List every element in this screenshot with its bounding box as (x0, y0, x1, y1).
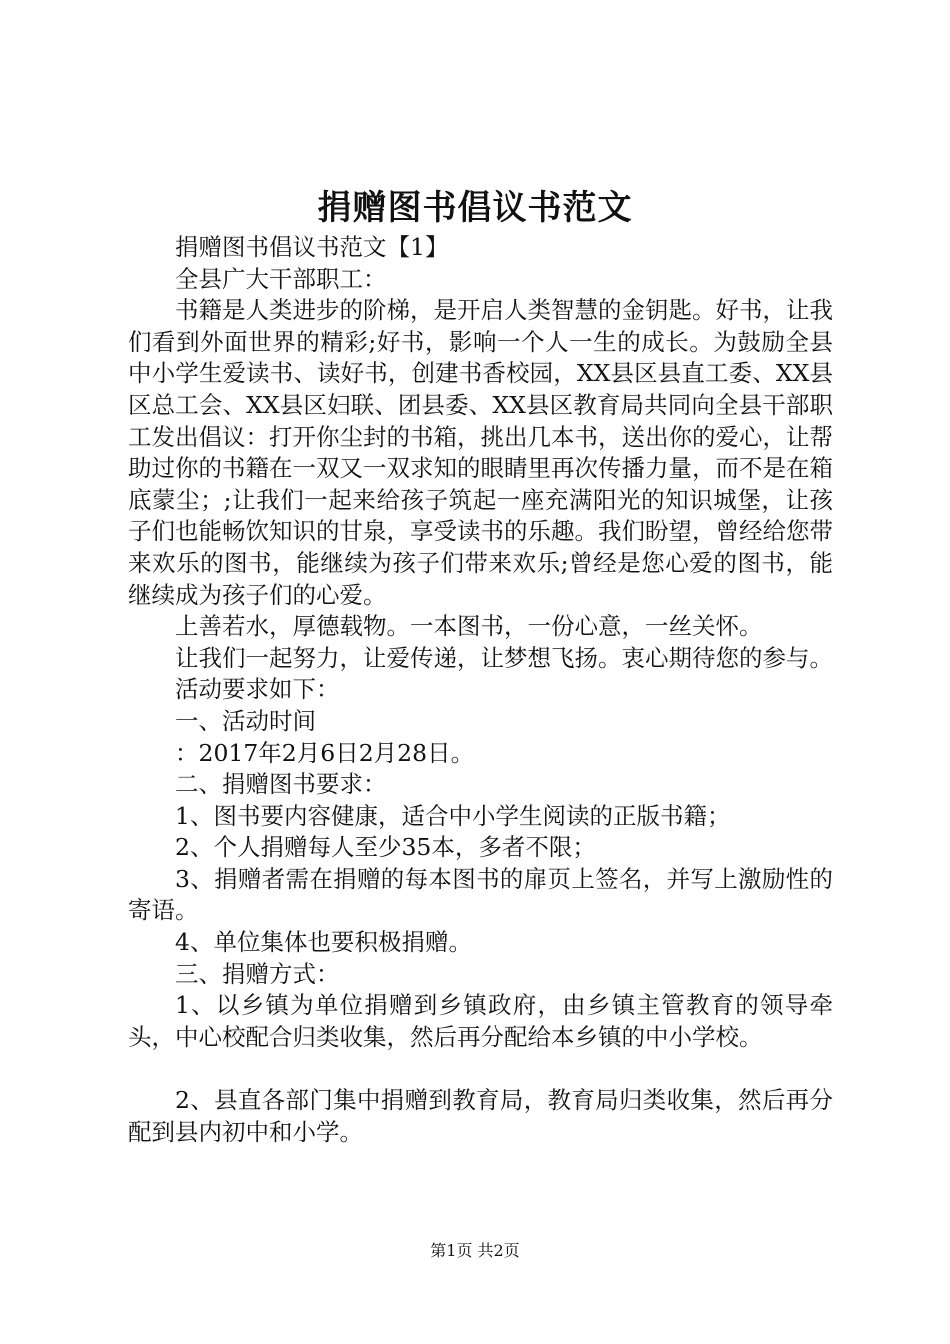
document-title: 捐赠图书倡议书范文 (317, 188, 633, 228)
section-heading: 捐赠图书倡议书范文【1】 (175, 233, 449, 261)
list-item: ：2017年2月6日2月28日。 (175, 738, 475, 767)
body-paragraph: 书籍是人类进步的阶梯，是开启人类智慧的金钥匙。好书，让我们看到外面世界的精彩;好书，影响一个人一生的成长。为鼓励全县中小学生爱读书、读好书，创建书香校园，XX县区县直工委、XX县区总工会、XX县区妇联、团县委、XX县区教育局共同向全县干部职工发出倡议：打开你尘封的书箱，挑出几本书，送出你的爱心，让帮助过你的书籍在一双又一双求知的眼睛里再次传播力量，而不是在箱底蒙尘；;让我们一起来给孩子筑起一座充满阳光的知识城堡，让孩子们也能畅饮知识的甘泉，享受读书的乐趣。我们盼望，曾经给您带来欢乐的图书，能继续为孩子们带来欢乐;曾经是您心爱的图书，能继续成为孩子们的心爱。 (128, 296, 833, 609)
list-item: 1、图书要内容健康，适合中小学生阅读的正版书籍； (175, 801, 731, 830)
salutation: 全县广大干部职工： (175, 264, 387, 293)
page-footer: 第1页 共2页 (430, 1241, 520, 1260)
list-heading: 活动要求如下： (175, 675, 340, 704)
document-body (128, 232, 833, 1148)
body-paragraph: 让我们一起努力，让爱传递，让梦想飞扬。衷心期待您的参与。 (175, 643, 833, 672)
list-item: 2、县直各部门集中捐赠到教育局，教育局归类收集，然后再分配到县内初中和小学。 (128, 1086, 833, 1146)
list-item: 1、以乡镇为单位捐赠到乡镇政府，由乡镇主管教育的领导牵头，中心校配合归类收集，然后再分配给本乡镇的中小学校。 (128, 991, 833, 1051)
list-heading: 三、捐赠方式： (175, 959, 340, 988)
list-heading: 二、捐赠图书要求： (175, 770, 387, 799)
list-item: 4、单位集体也要积极捐赠。 (175, 928, 472, 957)
body-paragraph: 上善若水，厚德载物。一本图书，一份心意，一丝关怀。 (175, 612, 763, 641)
list-item: 2、个人捐赠每人至少35本，多者不限； (175, 833, 596, 862)
list-heading: 一、活动时间 (175, 706, 316, 735)
list-item: 3、捐赠者需在捐赠的每本图书的扉页上签名，并写上激励性的寄语。 (128, 864, 833, 925)
